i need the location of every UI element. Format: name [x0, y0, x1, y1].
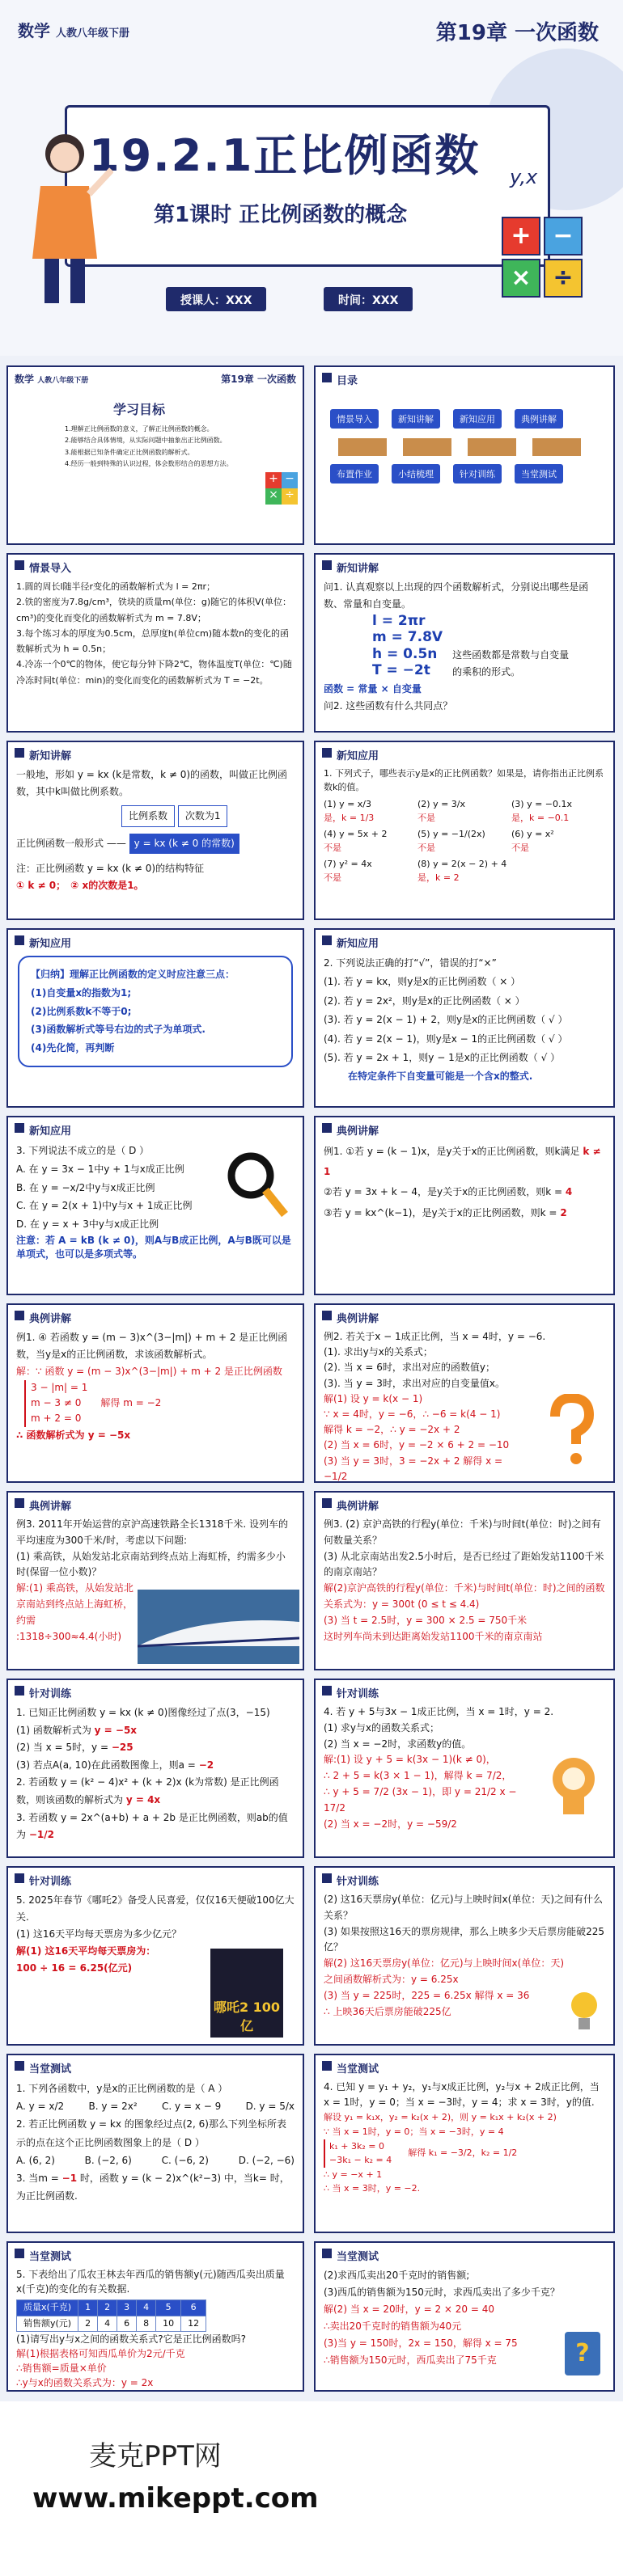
- formula-list: l = 2πr m = 7.8V h = 0.5n T = −2t: [372, 613, 443, 679]
- plus-icon: +: [502, 217, 540, 255]
- intro-panel: [6, 553, 304, 733]
- movie-poster: 哪吒2 100亿: [210, 1949, 283, 2038]
- test3-panel: 当堂测试 5. 下表给出了瓜农王林去年西瓜的销售额y(元)随西瓜卖出质量x(千克)的变化的有关数据. 质量x(千克) 1 2 3 4 5 6 销售额y(元) 2 4 6 8 10 12 (1)请写出y与x之间的函数关系式?它是正比例函数吗? 解(1)根据表格可知西瓜单价为2元/千克 ∴销售额=质量×单价 ∴y与x的函数关系式为：y = 2x: [6, 2241, 304, 2392]
- panel-heading: 典例讲解: [15, 1497, 71, 1513]
- toc-item[interactable]: 情景导入: [330, 409, 379, 429]
- question-text: 1. 下列式子，哪些表示y是x的正比例函数？如果是，请你指出正比例系数k的值。: [324, 768, 604, 793]
- girl-illustration-icon: [16, 121, 113, 307]
- drill3-panel: 针对训练 5. 2025年春节《哪吒2》备受人民喜爱，仅仅16天便破100亿大关. (1) 这16天平均每天票房为多少亿元？ 解(1) 这16天平均每天票房为： 100 ÷ 16 = 6.25(亿元) 哪吒2 100亿: [6, 1866, 304, 2046]
- toc-item[interactable]: 新知应用: [453, 409, 502, 429]
- question-text: 问1. 认真观察以上出现的四个函数解析式，分别说出哪些是函数、常量和自变量。: [324, 581, 589, 610]
- sales-table: 质量x(千克) 1 2 3 4 5 6 销售额y(元) 2 4 6 8 10 12: [16, 2299, 206, 2332]
- footer-site-name: 麦克PPT网: [89, 2440, 222, 2473]
- high-speed-train-icon: [138, 1590, 299, 1664]
- desk-icon: [532, 438, 581, 456]
- thinking-head-icon: [545, 1753, 602, 1818]
- panel-heading: 新知应用: [322, 747, 379, 762]
- minus-icon: −: [544, 217, 583, 255]
- panel-heading: 当堂测试: [15, 2248, 71, 2263]
- intro-line: 3.每个练习本的厚度为0.5cm，总厚度h(单位cm)随本数n的变化的函数解析式为 h = 0.5n；: [16, 627, 290, 654]
- statement-item: (4). 若 y = 2(x − 1)，则y是x − 1的正比例函数（ √ ）: [324, 1033, 568, 1045]
- form-label: 正比例函数一般形式: [16, 838, 104, 849]
- question-text: 问2. 这些函数有什么共同点？: [324, 700, 453, 712]
- ex1-panel: 典例讲解 例1. ①若 y = (k − 1)x，是y关于x的正比例函数，则k满足 k ≠ 1 ②若 y = 3x + k − 4，是y关于x的正比例函数，则k = 4 ③若 y = kx^(k−1)，是y关于x的正比例函数，则k = 2: [314, 1116, 615, 1295]
- intro-line: 4.冷冻一个0℃的物体，使它每分钟下降2℃，物体温度T(单位：℃)随冷冻时间t(单位：min)的变化而变化的函数解析式为 T = −2t。: [16, 659, 292, 686]
- statement-item: (3). 若 y = 2(x − 1) + 2，则y是x的正比例函数（ √ ）: [324, 1014, 568, 1026]
- desk-icon: [338, 438, 387, 456]
- apply2-panel: [314, 928, 615, 1108]
- option-grid: (1) y = x/3 是，k = 1/3 (2) y = 3/x 不是 (3) y = −0.1x 是，k = −0.1 (4) y = 5x + 2 不是 (5) y = −1/(2x) 不是 (6) y = x² 不是 (7) y² = 4x 不是 (8) y = 2(x − 2) + 4 是，k = 2: [324, 799, 573, 884]
- panel-heading: 典例讲解: [322, 1310, 379, 1325]
- panel-heading: 新知应用: [15, 935, 71, 950]
- ex2-panel: 典例讲解 例1. ④ 若函数 y = (m − 3)x^(3−|m|) + m + 2 是正比例函数，当y是x的正比例函数，求该函数解析式。 解：∵ 函数 y = (m − 3)x^(3−|m|) + m + 2 是正比例函数 3 − |m| = 1 m − 3 ≠ 0 m + 2 = 0 解得 m = −2 ∴ 函数解析式为 y = −5x: [6, 1303, 304, 1483]
- math-symbols-icon: + − × ÷: [265, 472, 298, 505]
- goals-heading: 学习目标: [113, 402, 166, 417]
- statement-item: (5). 若 y = 2x + 1，则y − 1是x的正比例函数（ √ ）: [324, 1051, 561, 1063]
- newknow1-panel: [314, 553, 615, 733]
- toc-item[interactable]: 布置作业: [330, 464, 379, 484]
- desk-icon: [403, 438, 451, 456]
- test1-panel: 当堂测试 1. 下列各函数中，y是x的正比例函数的是（ A ） A. y = x/2 B. y = 2x² C. y = x − 9 D. y = 5/x 2. 若正比例函数 y = kx 的图象经过点(2, 6)那么下列坐标所表示的点在这个正比例函数图象上的是（ D ） A. (6, 2) B. (−2, 6) C. (−6, 2) D. (−2, −6) 3. 当m = −1 时，函数 y = (k − 2)x^(k²−3) 中，当k= 时，为正比例函数.: [6, 2054, 304, 2233]
- cover-slide: [0, 0, 623, 356]
- panel-heading: 针对训练: [322, 1685, 379, 1700]
- ex4-panel: 典例讲解 例3. 2011年开始运营的京沪高速铁路全长1318千米. 设列车的平均速度为300千米/时，考虑以下问题: (1) 乘高铁，从始发站北京南站到终点站上海虹桥，约需多少小时(保留一位小数)？ 解:(1) 乘高铁，从始发站北京南站到终点站上海虹桥，约需 :1318÷300≈4.4(小时): [6, 1491, 304, 1670]
- note-text: 注意：若 A = kB (k ≠ 0)，则A与B成正比例，A与B既可以是单项式，也可以是多项式等。: [16, 1234, 291, 1260]
- apply1-panel: [314, 741, 615, 920]
- panel-heading: 新知讲解: [15, 747, 71, 762]
- panel-heading: 情景导入: [15, 560, 71, 575]
- panel-heading: 典例讲解: [15, 1310, 71, 1325]
- summary1-panel: [6, 928, 304, 1108]
- corner-variables: y,x: [510, 166, 538, 188]
- question-text: 2. 下列说法正确的打“√”，错误的打“×”: [324, 957, 497, 969]
- summary-box: 【归纳】理解正比例函数的定义时应注意三点： (1)自变量x的指数为1; (2)比例系数k不等于0; (3)函数解析式等号右边的式子为单项式. (4)先化简，再判断: [18, 956, 293, 1067]
- panel-heading: 当堂测试: [322, 2060, 379, 2076]
- toc-panel: [314, 365, 615, 545]
- times-icon: ×: [502, 259, 540, 298]
- panel-heading: 新知应用: [322, 935, 379, 950]
- panel-heading: 典例讲解: [322, 1497, 379, 1513]
- newknow2-panel: 新知讲解 一般地，形如 y = kx (k是常数，k ≠ 0)的函数，叫做正比例函数，其中k叫做比例系数。 比例系数 次数为1 正比例函数一般形式 —— y = kx (k ≠ 0 的常数) 注：正比例函数 y = kx (k ≠ 0)的结构特征 ① k ≠ 0； ② x的次数是1。: [6, 741, 304, 920]
- drill4-panel: 针对训练 (2) 这16天票房y(单位：亿元)与上映时间x(单位：天)之间有什么关系？ (3) 如果按照这16天的票房规律，那么上映多少天后票房能破225亿？ 解(2) 这16天票房y(单位：亿元)与上映时间x(单位：天)之间函数解析式为：y = 6.25x (3) 当 y = 225时，225 = 6.25x 解得 x = 36 ∴ 上映36天后票房能破225亿: [314, 1866, 615, 2046]
- goal-item: 2.能够结合具体情境，从实际问题中抽象出正比例函数。: [65, 437, 227, 445]
- lightbulb-icon: [568, 1989, 600, 2034]
- desk-icon: [468, 438, 516, 456]
- question-text: 3. 下列说法不成立的是（ D ）: [16, 1145, 150, 1156]
- statement-item: (2). 若 y = 2x²，则y是x的正比例函数（ × ）: [324, 995, 525, 1007]
- desk-row: [338, 438, 605, 456]
- magnifier-icon: [225, 1150, 290, 1223]
- divide-icon: ÷: [544, 259, 583, 298]
- footer-url[interactable]: www.mikeppt.com: [32, 2482, 319, 2515]
- general-form: y = kx (k ≠ 0 的常数): [129, 834, 239, 854]
- question-mark-icon: ?: [565, 2332, 600, 2375]
- test4-panel: 当堂测试 (2)求西瓜卖出20千克时的销售额; (3)西瓜的销售额为150元时，求西瓜卖出了多少千克？ 解(2) 当 x = 20时，y = 2 × 20 = 40 ∴卖出20千克时的销售额为40元 (3)当 y = 150时，2x = 150，解得 x = 75 ∴销售额为150元时，西瓜卖出了75千克 ?: [314, 2241, 615, 2392]
- panel-heading: 新知应用: [15, 1122, 71, 1138]
- formula-note: 这些函数都是常数与自变量的乘积的形式。: [452, 649, 570, 678]
- note-text: 在特定条件下自变量可能是一个含x的整式.: [348, 1071, 533, 1083]
- question-mark-icon: [547, 1394, 595, 1467]
- toc-item[interactable]: 典例讲解: [515, 409, 563, 429]
- site-footer: [0, 2401, 623, 2576]
- panel-heading: 针对训练: [15, 1873, 71, 1888]
- goals-panel: [6, 365, 304, 545]
- cover-chapter: 第19章 一次函数: [435, 21, 599, 45]
- apply3-panel: 新知应用 3. 下列说法不成立的是（ D ） A. 在 y = 3x − 1中y + 1与x成正比例 B. 在 y = −x/2中y与x成正比例 C. 在 y = 2(x + 1)中y与x + 1成正比例 D. 在 y = x + 3中y与x成正比例 注意：若 A = kB (k ≠ 0)，则A与B成正比例，A与B既可以是单项式，也可以是多项式等。: [6, 1116, 304, 1295]
- definition-text: 一般地，形如 y = kx (k是常数，k ≠ 0)的函数，叫做正比例函数，其中k叫做比例系数。: [16, 769, 288, 797]
- goal-item: 4.经历一般到特殊的认识过程，体会数形结合的思想方法。: [65, 460, 233, 468]
- cover-brand: 数学 人教八年级下册: [18, 21, 129, 40]
- toc-item[interactable]: 新知讲解: [392, 409, 440, 429]
- toc-item[interactable]: 当堂测试: [515, 464, 563, 484]
- panel-heading: 当堂测试: [322, 2248, 379, 2263]
- toc-item[interactable]: 小结梳理: [392, 464, 440, 484]
- ex3-panel: 典例讲解 例2. 若关于x − 1成正比例，当 x = 4时，y = −6. (1). 求出y与x的关系式； (2). 当 x = 6时，求出对应的函数值y； (3). 当 y = 3时，求出对应的自变量值x。 解(1) 设 y = k(x − 1) ∵ x = 4时，y = −6，∴ −6 = k(4 − 1) 解得 k = −2，∴ y = −2x + 2 (2) 当 x = 6时，y = −2 × 6 + 2 = −10 (3) 当 y = 3时，3 = −2x + 2 解得 x = −1/2: [314, 1303, 615, 1483]
- goal-item: 1.理解正比例函数的意义，了解正比例函数的概念。: [65, 425, 214, 433]
- teacher-label: 授课人：XXX: [166, 287, 266, 311]
- drill2-panel: 针对训练 4. 若 y + 5与3x − 1成正比例，当 x = 1时，y = 2. (1) 求y与x的函数关系式； (2) 当 x = −2时，求函数y的值。 解:(1) 设 y + 5 = k(3x − 1)(k ≠ 0)， ∴ 2 + 5 = k(3 × 1 − 1)，解得 k = 7/2， ∴ y + 5 = 7/2 (3x − 1)，即 y = 21/2 x − 17/2 (2) 当 x = −2时，y = −59/2: [314, 1679, 615, 1858]
- drill1-panel: 针对训练 1. 已知正比例函数 y = kx (k ≠ 0)图像经过了点(3，−15) (1) 函数解析式为 y = −5x (2) 当 x = 5时，y = −25 (3) 若点A(a, 10)在此函数图像上，则a = −2 2. 若函数 y = (k² − 4)x² + (k + 2)x (k为常数) 是正比例函数，则该函数的解析式为 y = 4x 3. 若函数 y = 2x^(a+b) + a + 2b 是正比例函数，则ab的值为 −1/2: [6, 1679, 304, 1858]
- question-text: 例1. ④ 若函数 y = (m − 3)x^(3−|m|) + m + 2 是正比例函数，当y是x的正比例函数，求该函数解析式。: [16, 1332, 288, 1360]
- panel-heading: 新知讲解: [322, 560, 379, 575]
- toc-heading: 目录: [322, 372, 358, 387]
- degree-label: 次数为1: [178, 805, 228, 827]
- toc-item[interactable]: 针对训练: [453, 464, 502, 484]
- panel-heading: 当堂测试: [15, 2060, 71, 2076]
- intro-line: 2.铁的密度为7.8g/cm³，铁块的质量m(单位：g)随它的体积V(单位：cm³)的变化而变化的函数解析式为 m = 7.8V；: [16, 597, 291, 623]
- intro-line: 1.圆的周长l随半径r变化的函数解析式为 l = 2πr；: [16, 581, 215, 592]
- goal-item: 3.能根据已知条件确定正比例函数的解析式。: [65, 448, 194, 456]
- page-subtitle: 第1课时 正比例函数的概念: [154, 203, 408, 227]
- panel-heading: 针对训练: [322, 1873, 379, 1888]
- panel-heading: 典例讲解: [322, 1122, 379, 1138]
- time-label: 时间：XXX: [324, 287, 413, 311]
- structure-note: 注：正比例函数 y = kx (k ≠ 0)的结构特征: [16, 863, 205, 874]
- goals-list: [65, 424, 243, 471]
- toc-list: [330, 401, 605, 484]
- page-title: 19.2.1正比例函数: [89, 130, 481, 181]
- formula-labels: 函数 = 常量 × 自变量: [324, 683, 422, 695]
- test2-panel: 当堂测试 4. 已知 y = y₁ + y₂，y₁与x成正比例，y₂与x + 2成正比例，当 x = 1时，y = 0；当 x = −3时，y = 4；求 x = 3时，y的值. 解设 y₁ = k₁x，y₂ = k₂(x + 2)，则 y = k₁x + k₂(x + 2) ∵ 当 x = 1时，y = 0；当 x = −3时，y = 4 k₁ + 3k₂ = 0 −3k₁ − k₂ = 4 解得 k₁ = −3/2，k₂ = 1/2 ∴ y = −x + 1 ∴ 当 x = 3时，y = −2.: [314, 2054, 615, 2233]
- coefficient-label: 比例系数: [121, 805, 175, 827]
- goals-header: 数学 人教八年级下册 第19章 一次函数: [15, 374, 296, 385]
- panel-heading: 针对训练: [15, 1685, 71, 1700]
- statement-item: (1). 若 y = kx，则y是x的正比例函数（ × ）: [324, 976, 521, 988]
- ex5-panel: 典例讲解 例3. (2) 京沪高铁的行程y(单位：千米)与时间t(单位：时)之间有何数量关系？ (3) 从北京南站出发2.5小时后，是否已经过了距始发站1100千米的南京南站？ 解(2)京沪高铁的行程y(单位：千米)与时间t(单位：时)之间的函数关系式为：y = 300t (0 ≤ t ≤ 4.4) (3) 当 t = 2.5时，y = 300 × 2.5 = 750千米 这时列车尚未到达距离始发站1100千米的南京南站: [314, 1491, 615, 1670]
